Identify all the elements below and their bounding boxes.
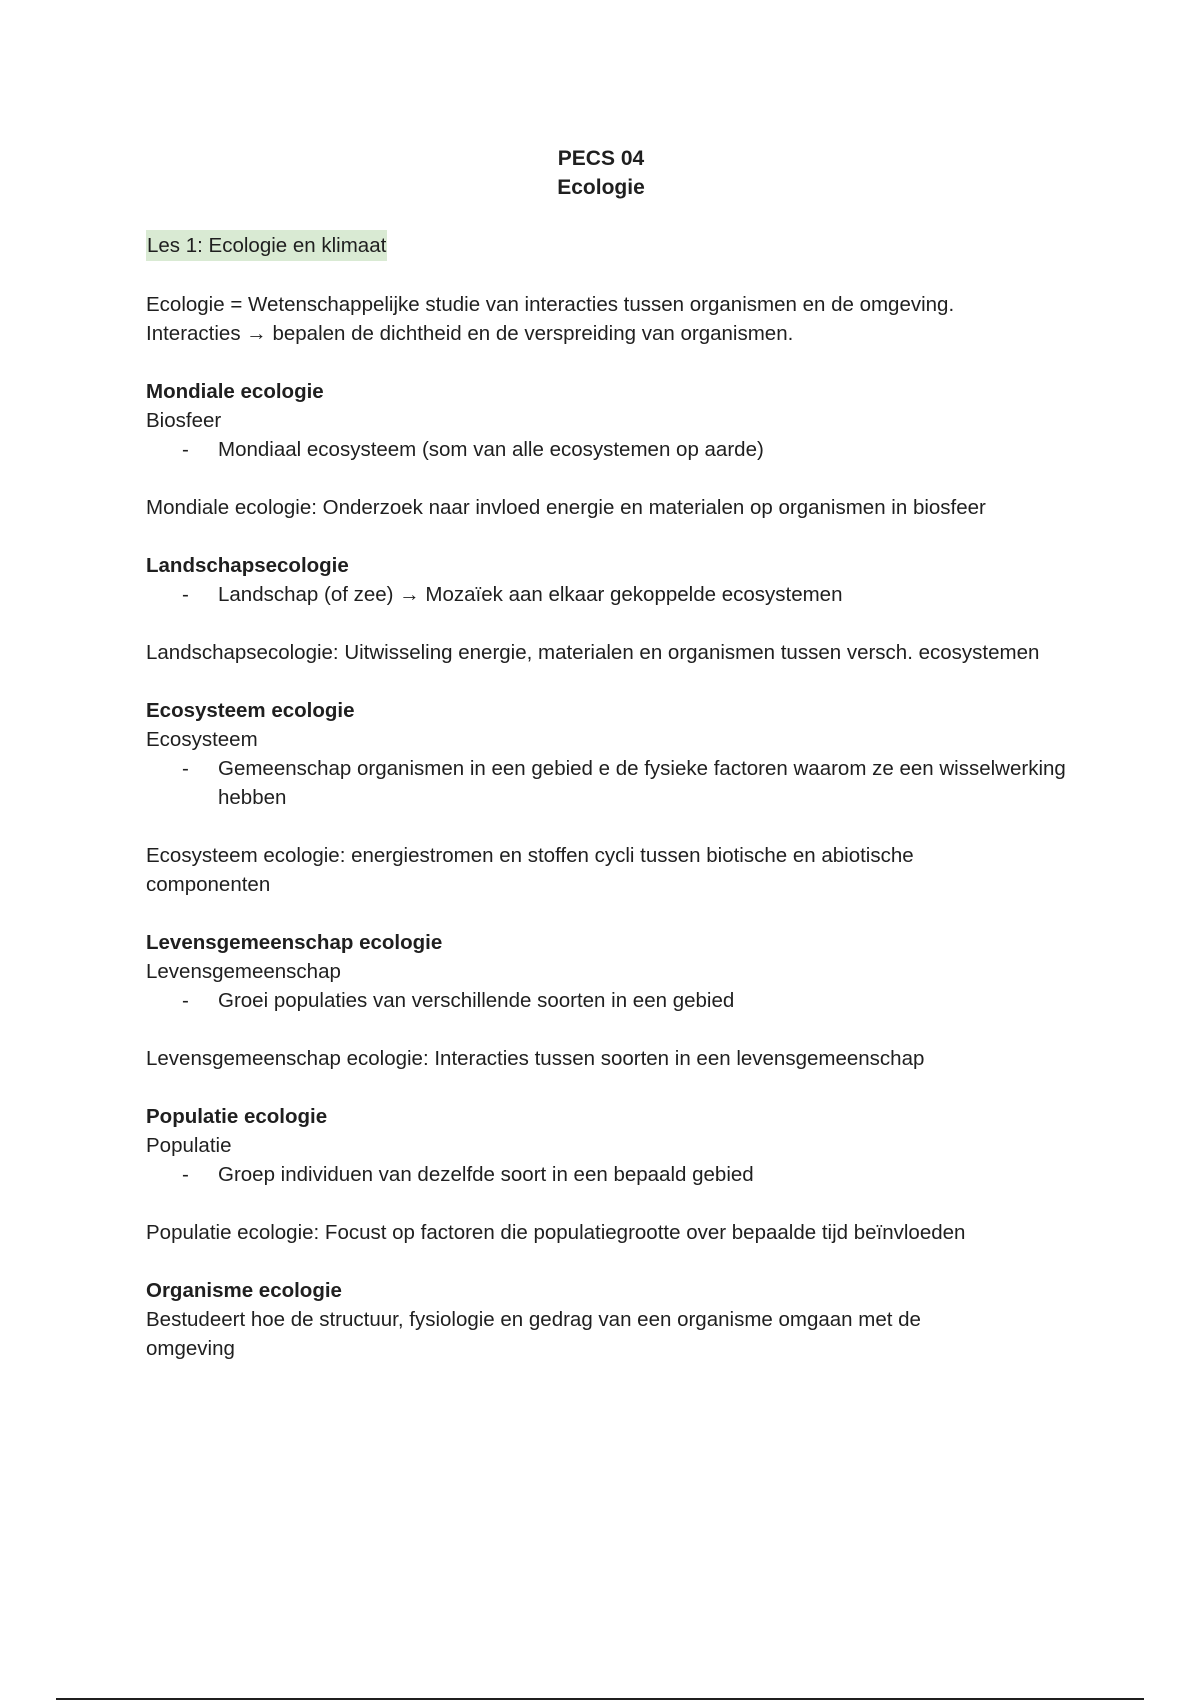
bullet-text: Groei populaties van verschillende soorten in een gebied: [218, 989, 735, 1012]
bullet-item-populatie: [146, 1160, 1078, 1189]
section-heading-mondiale: Mondiale ecologie: [146, 380, 324, 403]
bullet-text: Gemeenschap organismen in een gebied e de fysieke factoren waarom ze een wisselwerking hebben: [218, 757, 1066, 809]
section-heading-landschap: Landschapsecologie: [146, 554, 349, 577]
bullet-dash: -: [182, 989, 189, 1012]
title-line-course: PECS 04: [557, 147, 645, 170]
bullet-dash: -: [182, 757, 189, 780]
section-summary-levensgemeenschap: Levensgemeenschap ecologie: Interacties tussen soorten in een levensgemeenschap: [146, 1047, 925, 1070]
section-heading-levensgemeenschap: Levensgemeenschap ecologie: [146, 931, 443, 954]
section-term-mondiale: Biosfeer: [146, 409, 222, 432]
bullet-item-landschap: [146, 580, 1078, 609]
bullet-dash: -: [182, 1163, 189, 1186]
section-summary-ecosysteem: Ecosysteem ecologie: energiestromen en stoffen cycli tussen biotische en abiotische componenten: [146, 844, 914, 896]
intro-definition: Ecologie = Wetenschappelijke studie van interacties tussen organismen en de omgeving.: [146, 293, 955, 316]
bullet-dash: -: [182, 438, 189, 461]
section-term-levensgemeenschap: Levensgemeenschap: [146, 960, 341, 983]
title-line-subject: Ecologie: [557, 176, 645, 199]
section-term-populatie: Populatie: [146, 1134, 232, 1157]
lesson-heading: Les 1: Ecologie en klimaat: [146, 230, 387, 261]
bullet-dash: -: [182, 583, 189, 606]
document-title: [0, 144, 1200, 202]
bullet-text: Groep individuen van dezelfde soort in een bepaald gebied: [218, 1163, 754, 1186]
section-heading-ecosysteem: Ecosysteem ecologie: [146, 699, 355, 722]
intro-interactions: Interacties → bepalen de dichtheid en de verspreiding van organismen.: [146, 322, 794, 345]
section-summary-landschap: Landschapsecologie: Uitwisseling energie, materialen en organismen tussen versch. ecosystemen: [146, 641, 1040, 664]
bullet-text: Mondiaal ecosysteem (som van alle ecosystemen op aarde): [218, 438, 764, 461]
section-heading-organisme: Organisme ecologie: [146, 1279, 342, 1302]
bullet-text: Landschap (of zee) → Mozaïek aan elkaar gekoppelde ecosystemen: [218, 583, 843, 606]
section-summary-organisme: Bestudeert hoe de structuur, fysiologie en gedrag van een organisme omgaan met de omgeving: [146, 1308, 921, 1360]
bullet-item-ecosysteem: [146, 754, 1078, 812]
bullet-item-levensgemeenschap: [146, 986, 1078, 1015]
bullet-item-mondiale: [146, 435, 1078, 464]
section-term-ecosysteem: Ecosysteem: [146, 728, 258, 751]
section-summary-populatie: Populatie ecologie: Focust op factoren die populatiegrootte over bepaalde tijd beïnvloeden: [146, 1221, 966, 1244]
document-body: [146, 230, 1146, 1363]
section-summary-mondiale: Mondiale ecologie: Onderzoek naar invloed energie en materialen op organismen in biosfeer: [146, 496, 986, 519]
section-heading-populatie: Populatie ecologie: [146, 1105, 328, 1128]
